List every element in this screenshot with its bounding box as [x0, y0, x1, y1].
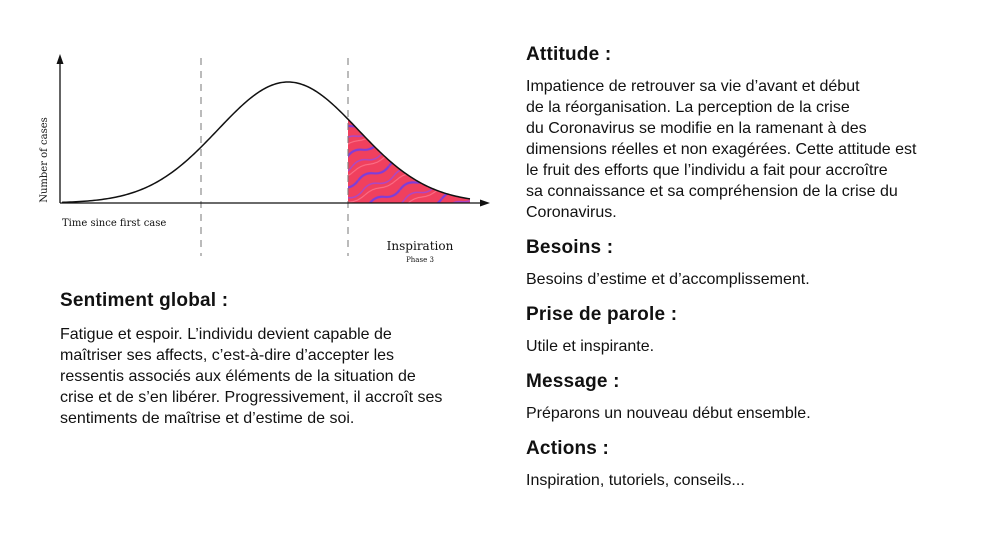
x-axis-label: Time since first case [62, 218, 167, 229]
phase-name-label: Inspiration [386, 239, 454, 253]
section-body: Impatience de retrouver sa vie d’avant et début de la réorganisation. La perception de la crise du Coronavirus se modifie en la ramenant à des dimensions réelles et non exagérées. Cette attitude est le fruit des efforts que l’individu a fait pour accroître sa connaissance et sa compréhension de la crise du Coronavirus. [526, 78, 917, 221]
besoins-section [526, 237, 986, 290]
x-axis-arrowhead [480, 200, 490, 207]
prise-de-parole-section [526, 304, 986, 357]
y-axis-arrowhead [57, 54, 64, 64]
epidemic-curve-diagram [30, 40, 500, 280]
section-title: Message : [526, 371, 620, 392]
message-section [526, 371, 986, 424]
section-title: Sentiment global : [60, 290, 229, 311]
section-body: Besoins d’estime et d’accomplissement. [526, 271, 810, 288]
phase-3-highlight-area [346, 117, 470, 203]
attitude-section [526, 44, 986, 223]
section-title: Prise de parole : [526, 304, 678, 325]
actions-section [526, 438, 986, 491]
phase-details-column [526, 44, 986, 505]
sentiment-global-section [60, 290, 500, 443]
section-body: Inspiration, tutoriels, conseils... [526, 472, 745, 489]
phase-number-label: Phase 3 [406, 256, 434, 264]
section-title: Besoins : [526, 237, 614, 258]
y-axis-label: Number of cases [39, 117, 50, 203]
section-title: Attitude : [526, 44, 612, 65]
section-body: Fatigue et espoir. L’individu devient capable de maîtriser ses affects, c’est-à-dire d’accepter les ressentis associés aux éléments de la situation de crise et de s’en libérer. Progressivement, il accroît ses sentiments de maîtrise et d’estime de soi. [60, 326, 443, 427]
section-title: Actions : [526, 438, 610, 459]
section-body: Utile et inspirante. [526, 338, 655, 355]
section-body: Préparons un nouveau début ensemble. [526, 405, 811, 422]
